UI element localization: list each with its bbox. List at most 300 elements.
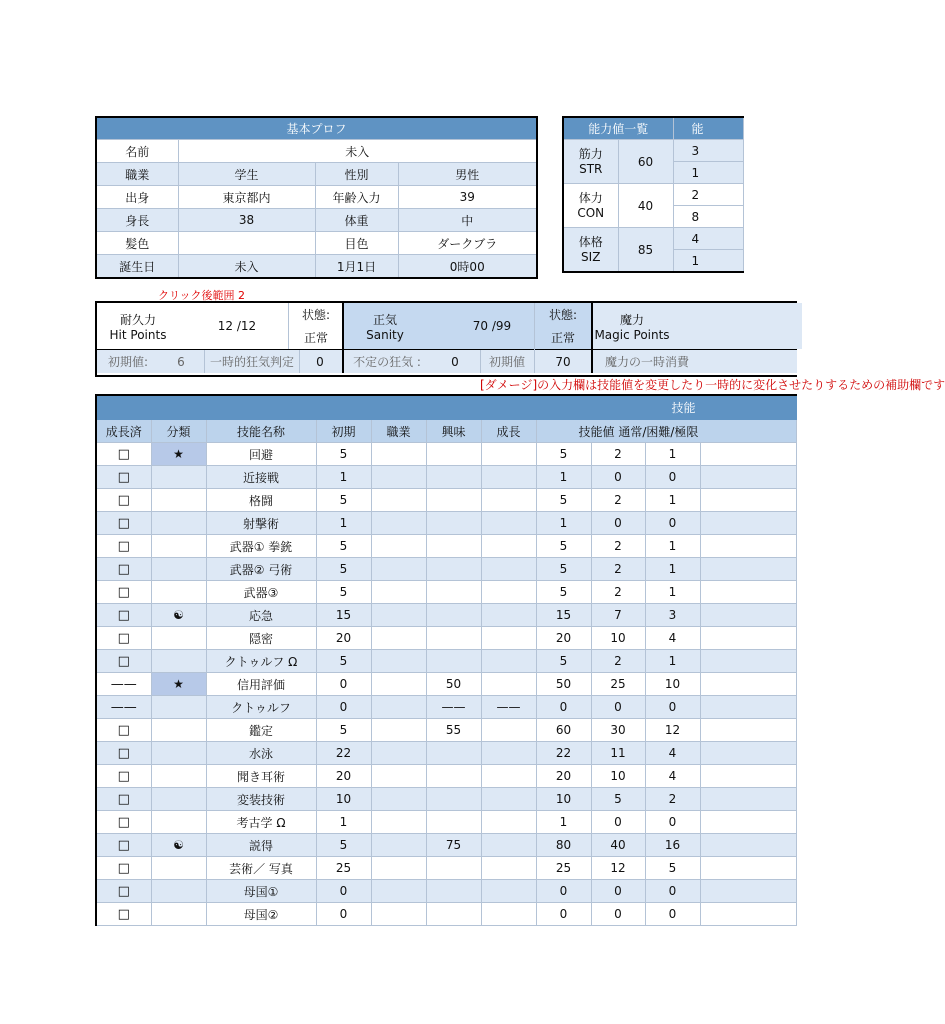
growth-checkbox[interactable]: □: [96, 880, 151, 903]
skill-extreme: 1: [645, 489, 700, 512]
grid-line: [342, 303, 344, 373]
skill-total: 0: [536, 903, 591, 926]
skill-extreme: 0: [645, 880, 700, 903]
category-mark: ★: [151, 673, 206, 696]
profile-label: 体重: [315, 209, 398, 232]
skill-name: 応急: [206, 604, 316, 627]
skill-extreme: 0: [645, 903, 700, 926]
skill-hard: 2: [591, 535, 645, 558]
category-mark: [151, 811, 206, 834]
row-spacer: [700, 857, 796, 880]
skill-growth[interactable]: [481, 512, 536, 535]
row-spacer: [700, 834, 796, 857]
skill-base: 1: [316, 466, 371, 489]
table-row: [96, 466, 796, 489]
skill-hard: 2: [591, 581, 645, 604]
skill-extreme: 1: [645, 558, 700, 581]
skill-interest[interactable]: [426, 466, 481, 489]
skill-growth[interactable]: [481, 535, 536, 558]
skill-interest[interactable]: 75: [426, 834, 481, 857]
skill-hard: 10: [591, 765, 645, 788]
skill-extreme: 1: [645, 581, 700, 604]
row-spacer: [700, 903, 796, 926]
col-header: 技能値 通常/困難/極限: [536, 420, 796, 443]
growth-checkbox[interactable]: □: [96, 857, 151, 880]
table-row: [96, 719, 796, 742]
row-spacer: [700, 581, 796, 604]
category-mark: [151, 765, 206, 788]
growth-checkbox[interactable]: □: [96, 903, 151, 926]
skill-total: 0: [536, 880, 591, 903]
skill-base: 5: [316, 719, 371, 742]
skill-occupation[interactable]: [371, 673, 426, 696]
hp-label: [97, 309, 179, 343]
table-row: [96, 834, 796, 857]
skill-base: 5: [316, 535, 371, 558]
skill-interest[interactable]: [426, 765, 481, 788]
category-mark: [151, 788, 206, 811]
skill-interest[interactable]: [426, 581, 481, 604]
skill-extreme: 0: [645, 696, 700, 719]
skill-total: 0: [536, 696, 591, 719]
attribute-value-str[interactable]: 60: [618, 140, 673, 184]
skill-occupation[interactable]: [371, 719, 426, 742]
skill-interest[interactable]: [426, 903, 481, 926]
row-spacer: [700, 650, 796, 673]
growth-checkbox[interactable]: □: [96, 512, 151, 535]
row-spacer: [700, 811, 796, 834]
skill-growth[interactable]: [481, 903, 536, 926]
skill-extreme: 5: [645, 857, 700, 880]
row-spacer: [700, 512, 796, 535]
skill-hard: 0: [591, 903, 645, 926]
skill-interest[interactable]: [426, 857, 481, 880]
skill-occupation[interactable]: [371, 903, 426, 926]
skill-total: 5: [536, 535, 591, 558]
hp-current: 12: [217, 319, 234, 333]
height-field[interactable]: 38: [178, 209, 315, 232]
hp-max: 12: [240, 319, 257, 333]
row-spacer: [700, 788, 796, 811]
gender-field[interactable]: 男性: [398, 163, 537, 186]
skill-name: 説得: [206, 834, 316, 857]
table-row: [96, 880, 796, 903]
skill-interest[interactable]: [426, 535, 481, 558]
temp-insanity-value[interactable]: 0: [316, 354, 324, 369]
skill-rows: [96, 443, 796, 926]
skill-extreme: 4: [645, 627, 700, 650]
growth-checkbox[interactable]: □: [96, 650, 151, 673]
category-mark: [151, 627, 206, 650]
row-spacer: [700, 765, 796, 788]
mp-label-en: Magic Points: [594, 327, 670, 342]
skill-occupation[interactable]: [371, 535, 426, 558]
row-spacer: [700, 719, 796, 742]
growth-checkbox[interactable]: □: [96, 765, 151, 788]
row-spacer: [700, 466, 796, 489]
attribute-jp: 体格: [578, 234, 603, 249]
skill-interest[interactable]: [426, 558, 481, 581]
col-header: 成長: [481, 420, 536, 443]
category-mark: [151, 535, 206, 558]
skill-growth[interactable]: [481, 880, 536, 903]
skill-occupation[interactable]: [371, 650, 426, 673]
skill-interest[interactable]: [426, 880, 481, 903]
skill-hard: 0: [591, 880, 645, 903]
skill-total: 60: [536, 719, 591, 742]
skill-extreme: 4: [645, 765, 700, 788]
skill-interest[interactable]: [426, 650, 481, 673]
table-row: [96, 788, 796, 811]
skill-name: 武器② 弓術: [206, 558, 316, 581]
skill-hard: 7: [591, 604, 645, 627]
skill-name: 近接戦: [206, 466, 316, 489]
growth-checkbox[interactable]: □: [96, 742, 151, 765]
attribute-en: CON: [577, 205, 605, 220]
skill-extreme: 16: [645, 834, 700, 857]
row-spacer: [700, 880, 796, 903]
mp-consume-label: 魔力の一時消費: [604, 355, 689, 369]
table-row: [96, 765, 796, 788]
skill-occupation[interactable]: [371, 857, 426, 880]
table-row: [96, 512, 796, 535]
table-row: [96, 742, 796, 765]
san-state-value: 正常: [550, 331, 575, 345]
status-row-sub: [97, 350, 797, 373]
table-row: [96, 489, 796, 512]
skill-base: 20: [316, 765, 371, 788]
san-initial-value: 70: [555, 354, 571, 369]
skill-extreme: 0: [645, 811, 700, 834]
profile-table: [95, 116, 538, 279]
profile-label: 目色: [315, 232, 398, 255]
skill-occupation[interactable]: [371, 742, 426, 765]
attribute-jp: 体力: [578, 190, 603, 205]
profile-label: 性別: [315, 163, 398, 186]
eye-color-field[interactable]: ダークブラ: [398, 232, 537, 255]
skill-name: 変装技術: [206, 788, 316, 811]
grid-line: [591, 303, 593, 373]
skill-base: 1: [316, 512, 371, 535]
san-initial-label: 初期値: [488, 355, 525, 369]
grid-line: [534, 303, 535, 373]
skill-base: 10: [316, 788, 371, 811]
skill-base: 5: [316, 581, 371, 604]
mp-label: [592, 309, 672, 343]
skill-occupation[interactable]: [371, 627, 426, 650]
profile-label: 名前: [96, 140, 178, 163]
row-spacer: [700, 696, 796, 719]
skill-extreme: 1: [645, 650, 700, 673]
skill-growth[interactable]: [481, 650, 536, 673]
skill-base: 25: [316, 857, 371, 880]
skill-occupation[interactable]: [371, 489, 426, 512]
skill-occupation[interactable]: [371, 811, 426, 834]
skill-total: 50: [536, 673, 591, 696]
range-hint: クリック後範囲 2: [158, 289, 246, 302]
attribute-sub: 4: [673, 228, 743, 250]
age-field[interactable]: 39: [398, 186, 537, 209]
profile-label: 髪色: [96, 232, 178, 255]
skill-interest[interactable]: [426, 627, 481, 650]
skill-name: クトゥルフ: [206, 696, 316, 719]
grid-line: [288, 303, 289, 349]
row-spacer: [700, 489, 796, 512]
skill-interest[interactable]: 55: [426, 719, 481, 742]
skill-hard: 0: [591, 811, 645, 834]
hp-state: [289, 303, 343, 349]
hp-value[interactable]: 12 / 12: [217, 319, 257, 333]
skill-base: 5: [316, 834, 371, 857]
table-row: [96, 604, 796, 627]
col-header: 分類: [151, 420, 206, 443]
table-row: [96, 696, 796, 719]
profile-label: 誕生日: [96, 255, 178, 279]
hp-initial-value: 6: [177, 354, 185, 369]
skill-extreme: 4: [645, 742, 700, 765]
skill-occupation[interactable]: [371, 558, 426, 581]
skill-total: 1: [536, 466, 591, 489]
skill-interest[interactable]: [426, 811, 481, 834]
skill-name: 母国②: [206, 903, 316, 926]
attribute-sub: 1: [673, 162, 743, 184]
attribute-en: SIZ: [581, 249, 601, 264]
skill-extreme: 1: [645, 443, 700, 466]
attribute-en: STR: [579, 161, 603, 176]
row-spacer: [700, 535, 796, 558]
hp-state-label: 状態:: [301, 308, 331, 322]
grid-line: [480, 350, 481, 373]
status-row-main: [97, 303, 797, 349]
skills-table: [95, 394, 797, 926]
skill-hard: 2: [591, 558, 645, 581]
skill-hard: 5: [591, 788, 645, 811]
damage-notice: [ダメージ]の入力欄は技能値を変更したり一時的に変化させたりするための補助欄です: [480, 378, 945, 392]
skill-hard: 0: [591, 466, 645, 489]
name-field[interactable]: 未入: [178, 140, 537, 163]
skill-name: 隠密: [206, 627, 316, 650]
attributes-table: [562, 116, 744, 273]
skill-occupation[interactable]: [371, 696, 426, 719]
skill-hard: 10: [591, 627, 645, 650]
growth-checkbox[interactable]: □: [96, 581, 151, 604]
skill-growth[interactable]: [481, 811, 536, 834]
skill-interest[interactable]: [426, 489, 481, 512]
attributes-extra-header: 能: [673, 117, 743, 140]
skill-growth[interactable]: [481, 489, 536, 512]
profile-label: 年齢入力: [315, 186, 398, 209]
table-row: [96, 811, 796, 834]
growth-checkbox[interactable]: □: [96, 811, 151, 834]
birthplace-field[interactable]: 東京都内: [178, 186, 315, 209]
skill-total: 5: [536, 650, 591, 673]
grid-line: [204, 350, 205, 373]
skill-occupation[interactable]: [371, 765, 426, 788]
attribute-sub: 1: [673, 250, 743, 273]
skill-hard: 0: [591, 512, 645, 535]
skill-growth[interactable]: [481, 604, 536, 627]
skill-hard: 40: [591, 834, 645, 857]
category-mark: [151, 512, 206, 535]
skill-occupation[interactable]: [371, 604, 426, 627]
skill-name: 母国①: [206, 880, 316, 903]
san-label-en: Sanity: [366, 327, 404, 342]
skill-total: 1: [536, 512, 591, 535]
growth-checkbox[interactable]: □: [96, 627, 151, 650]
skill-name: 格闘: [206, 489, 316, 512]
skill-total: 20: [536, 765, 591, 788]
skill-interest[interactable]: [426, 604, 481, 627]
skills-title: 技能: [96, 395, 796, 420]
skill-hard: 30: [591, 719, 645, 742]
skill-base: 0: [316, 696, 371, 719]
col-header: 成長済: [96, 420, 151, 443]
attribute-value-con[interactable]: 40: [618, 184, 673, 228]
san-state-label: 状態:: [548, 308, 578, 322]
skill-occupation[interactable]: [371, 788, 426, 811]
skill-growth[interactable]: [481, 627, 536, 650]
category-mark: [151, 880, 206, 903]
mp-label-jp: 魔力: [619, 312, 644, 327]
growth-checkbox[interactable]: □: [96, 719, 151, 742]
skill-growth[interactable]: [481, 443, 536, 466]
birth-date-field[interactable]: 1月1日: [315, 255, 398, 279]
skill-base: 0: [316, 903, 371, 926]
category-mark: [151, 558, 206, 581]
category-mark: ☯: [151, 834, 206, 857]
category-mark: [151, 903, 206, 926]
skill-name: 射撃術: [206, 512, 316, 535]
skill-growth[interactable]: [481, 834, 536, 857]
weight-field[interactable]: 中: [398, 209, 537, 232]
skill-base: 0: [316, 673, 371, 696]
skill-occupation[interactable]: [371, 834, 426, 857]
skill-total: 5: [536, 558, 591, 581]
growth-checkbox[interactable]: □: [96, 604, 151, 627]
skill-base: 5: [316, 489, 371, 512]
skill-name: 武器③: [206, 581, 316, 604]
skill-name: 武器① 拳銃: [206, 535, 316, 558]
skill-growth[interactable]: [481, 673, 536, 696]
skill-hard: 0: [591, 696, 645, 719]
skill-hard: 2: [591, 443, 645, 466]
skill-occupation[interactable]: [371, 581, 426, 604]
skill-name: 鑑定: [206, 719, 316, 742]
attribute-name: [563, 140, 618, 184]
skill-name: 信用評価: [206, 673, 316, 696]
category-mark: [151, 857, 206, 880]
growth-checkbox[interactable]: □: [96, 443, 151, 466]
skill-base: 20: [316, 627, 371, 650]
attribute-sub: 8: [673, 206, 743, 228]
skill-total: 5: [536, 581, 591, 604]
row-spacer: [700, 673, 796, 696]
growth-checkbox[interactable]: □: [96, 535, 151, 558]
skill-interest[interactable]: 50: [426, 673, 481, 696]
skill-growth[interactable]: [481, 581, 536, 604]
skill-base: 1: [316, 811, 371, 834]
skill-extreme: 3: [645, 604, 700, 627]
growth-checkbox[interactable]: ——: [96, 696, 151, 719]
table-row: [96, 581, 796, 604]
table-row: [96, 443, 796, 466]
skill-growth[interactable]: ——: [481, 696, 536, 719]
category-mark: [151, 650, 206, 673]
san-value[interactable]: 70 / 99: [472, 319, 512, 333]
skill-extreme: 0: [645, 512, 700, 535]
skill-growth[interactable]: [481, 857, 536, 880]
skill-extreme: 1: [645, 535, 700, 558]
skill-growth[interactable]: [481, 719, 536, 742]
attribute-sub: 3: [673, 140, 743, 162]
status-divider: [97, 349, 797, 350]
attributes-title: 能力値一覧: [563, 117, 673, 140]
occupation-field[interactable]: 学生: [178, 163, 315, 186]
san-label-jp: 正気: [372, 312, 397, 327]
skill-total: 5: [536, 489, 591, 512]
category-mark: [151, 742, 206, 765]
skill-occupation[interactable]: [371, 512, 426, 535]
skill-hard: 2: [591, 650, 645, 673]
growth-checkbox[interactable]: □: [96, 558, 151, 581]
skill-total: 25: [536, 857, 591, 880]
skill-base: 22: [316, 742, 371, 765]
skill-occupation[interactable]: [371, 466, 426, 489]
skill-occupation[interactable]: [371, 443, 426, 466]
col-header: 興味: [426, 420, 481, 443]
growth-checkbox[interactable]: ——: [96, 673, 151, 696]
row-spacer: [700, 742, 796, 765]
profile-title: 基本プロフ: [96, 117, 537, 140]
table-row: [96, 650, 796, 673]
attribute-value-siz[interactable]: 85: [618, 228, 673, 273]
skill-interest[interactable]: [426, 443, 481, 466]
attribute-sub: 2: [673, 184, 743, 206]
hp-label-en: Hit Points: [109, 327, 167, 342]
skill-name: 水泳: [206, 742, 316, 765]
birth-time-field[interactable]: 0時00: [398, 255, 537, 279]
table-row: [96, 558, 796, 581]
skill-growth[interactable]: [481, 765, 536, 788]
category-mark: [151, 696, 206, 719]
skill-growth[interactable]: [481, 558, 536, 581]
birthday-field[interactable]: 未入: [178, 255, 315, 279]
hair-color-field[interactable]: [178, 232, 315, 255]
san-state: [535, 303, 591, 349]
skill-hard: 12: [591, 857, 645, 880]
skill-interest[interactable]: [426, 742, 481, 765]
skill-interest[interactable]: ——: [426, 696, 481, 719]
hp-state-value: 正常: [303, 331, 328, 345]
indef-insanity-value[interactable]: 0: [451, 354, 459, 369]
attribute-name: [563, 228, 618, 273]
skill-growth[interactable]: [481, 466, 536, 489]
category-mark: [151, 581, 206, 604]
skill-growth[interactable]: [481, 788, 536, 811]
skill-interest[interactable]: [426, 788, 481, 811]
skill-name: 考古学 Ω: [206, 811, 316, 834]
skill-hard: 25: [591, 673, 645, 696]
col-header: 技能名称: [206, 420, 316, 443]
skill-growth[interactable]: [481, 742, 536, 765]
growth-checkbox[interactable]: □: [96, 489, 151, 512]
skill-base: 5: [316, 443, 371, 466]
growth-checkbox[interactable]: □: [96, 788, 151, 811]
growth-checkbox[interactable]: □: [96, 834, 151, 857]
skill-interest[interactable]: [426, 512, 481, 535]
skill-occupation[interactable]: [371, 880, 426, 903]
growth-checkbox[interactable]: □: [96, 466, 151, 489]
